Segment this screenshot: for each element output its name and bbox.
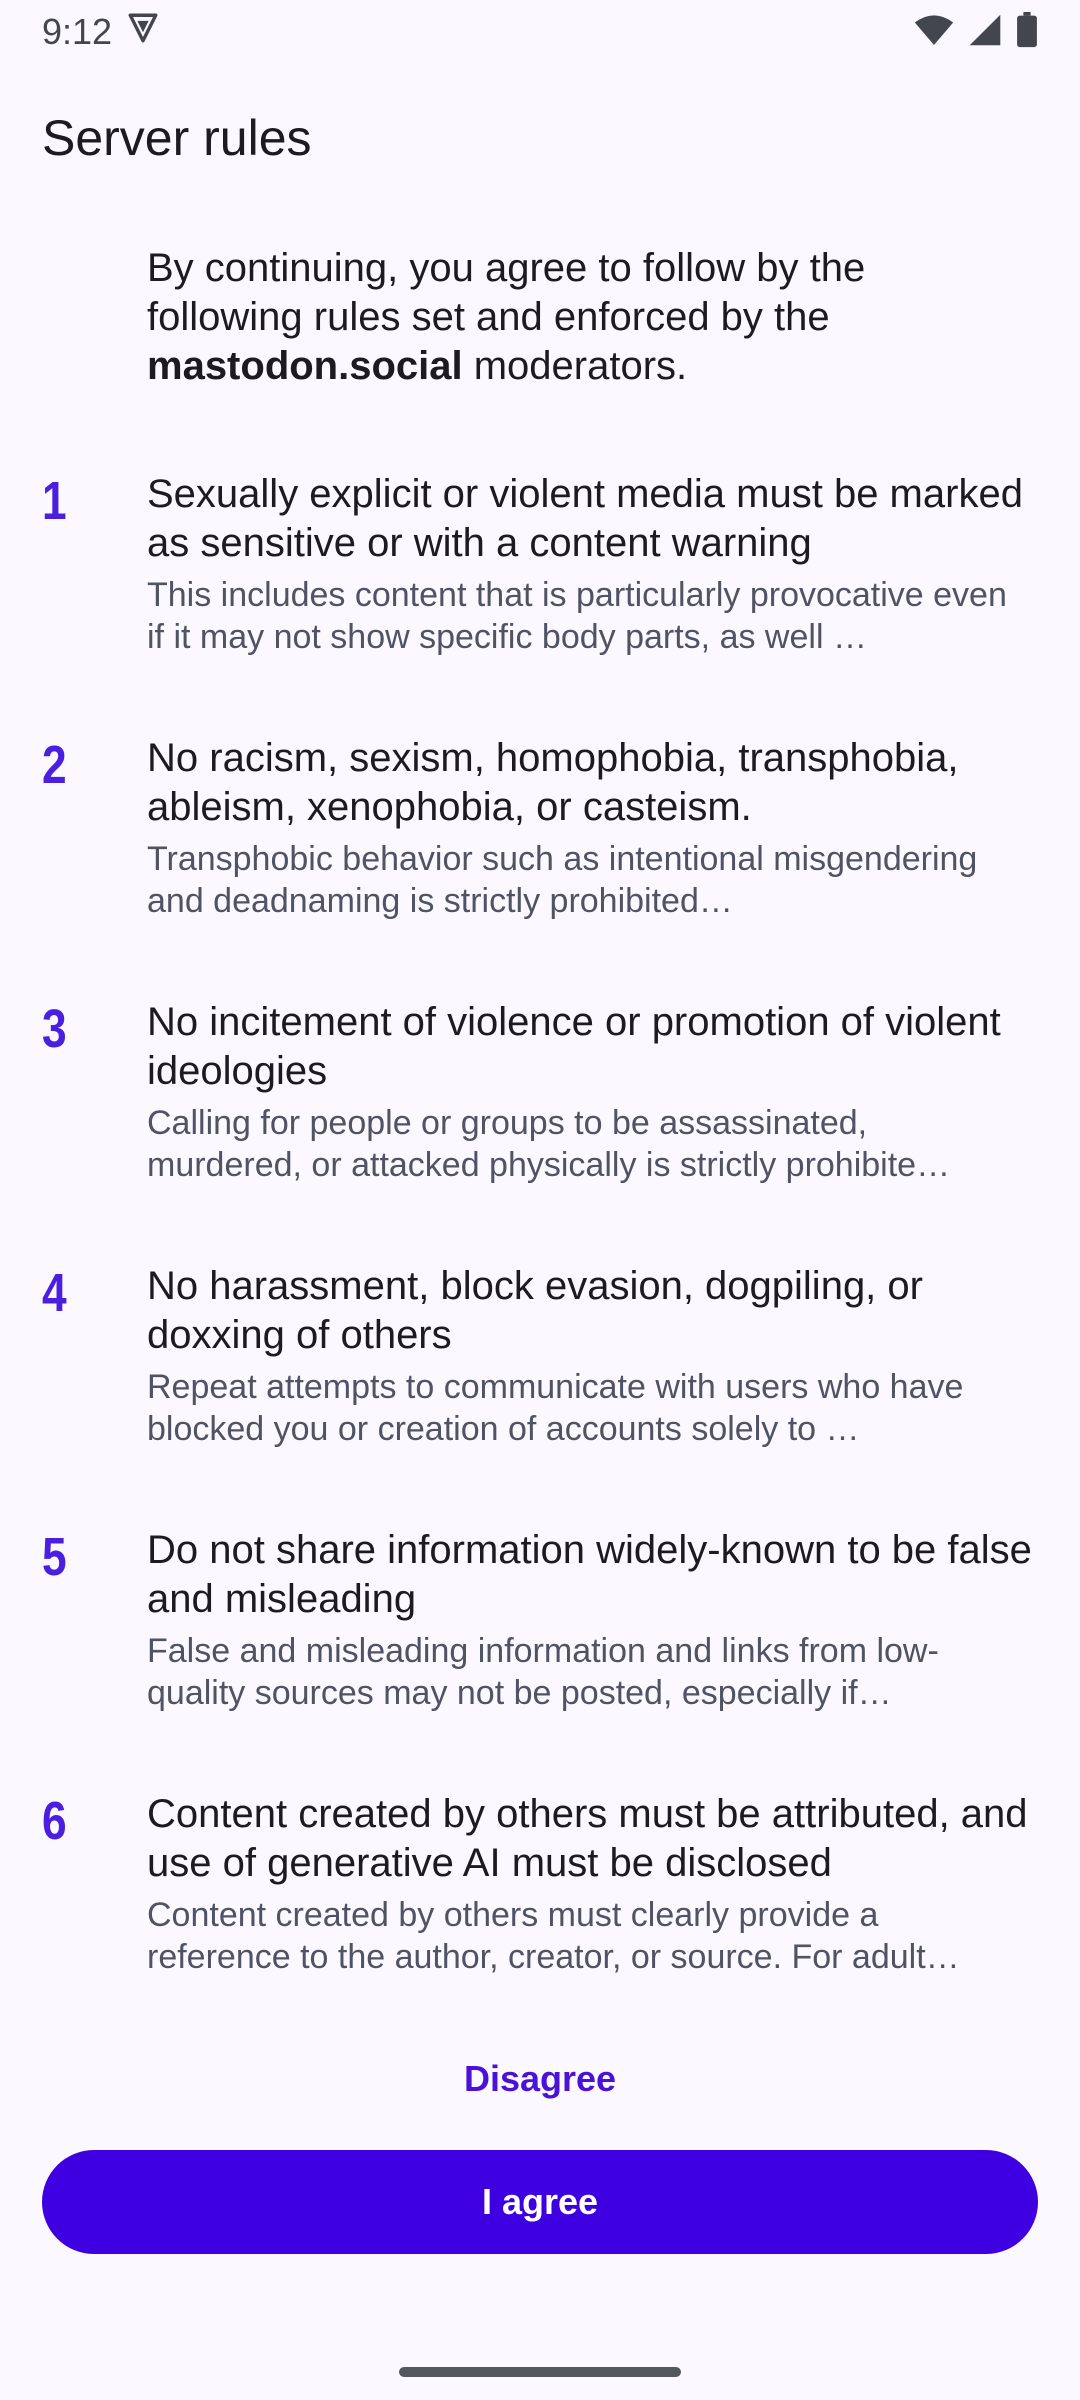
rule-number: 4 xyxy=(42,1263,67,1323)
agree-button[interactable]: I agree xyxy=(42,2150,1038,2254)
rule-description: This includes content that is particularly provocative even if it may not show specific body parts, as well … xyxy=(147,576,1007,656)
intro-text-before: By continuing, you agree to follow by the following rules set and enforced by the xyxy=(147,246,866,339)
rule-title: No harassment, block evasion, dogpiling, or doxxing of others xyxy=(147,1264,923,1357)
home-indicator[interactable] xyxy=(399,2367,681,2377)
rule-description: Transphobic behavior such as intentional misgendering and deadnaming is strictly prohibited… xyxy=(147,840,978,920)
rule-title: No racism, sexism, homophobia, transphobia, ableism, xenophobia, or casteism. xyxy=(147,736,959,829)
intro-text-after: moderators. xyxy=(462,344,688,388)
rule-item xyxy=(0,1262,1080,1452)
rule-title: Sexually explicit or violent media must be marked as sensitive or with a content warning xyxy=(147,472,1023,565)
rule-number: 5 xyxy=(42,1527,67,1587)
rule-number: 1 xyxy=(42,471,67,531)
intro-text xyxy=(147,244,1027,391)
rule-description: Content created by others must clearly provide a reference to the author, creator, or source. For adult… xyxy=(147,1896,960,1976)
rule-item xyxy=(0,1526,1080,1716)
rule-number: 3 xyxy=(42,999,67,1059)
status-time: 9:12 xyxy=(42,11,113,52)
rule-title: Do not share information widely-known to be false and misleading xyxy=(147,1528,1032,1621)
rule-title: Content created by others must be attributed, and use of generative AI must be disclosed xyxy=(147,1792,1028,1885)
rule-item xyxy=(0,734,1080,924)
rule-item xyxy=(0,998,1080,1188)
disagree-button[interactable]: Disagree xyxy=(340,2046,740,2112)
rule-description: False and misleading information and links from low-quality sources may not be posted, especially if… xyxy=(147,1632,939,1712)
cellular-signal-icon xyxy=(968,13,1002,52)
rule-item xyxy=(0,470,1080,660)
status-right xyxy=(914,12,1038,53)
battery-icon xyxy=(1016,12,1038,53)
rule-description: Calling for people or groups to be assassinated, murdered, or attacked physically is strictly prohibite… xyxy=(147,1104,951,1184)
rule-description: Repeat attempts to communicate with users who have blocked you or creation of accounts solely to … xyxy=(147,1368,964,1448)
rule-item xyxy=(0,1790,1080,1980)
status-bar xyxy=(0,0,1080,64)
rule-number: 2 xyxy=(42,735,67,795)
wifi-icon xyxy=(914,13,954,52)
rule-title: No incitement of violence or promotion of violent ideologies xyxy=(147,1000,1001,1093)
vpn-shield-icon xyxy=(126,11,160,54)
server-name: mastodon.social xyxy=(147,344,463,388)
rule-number: 6 xyxy=(42,1791,67,1851)
page-title: Server rules xyxy=(42,110,312,166)
status-left xyxy=(42,11,160,54)
